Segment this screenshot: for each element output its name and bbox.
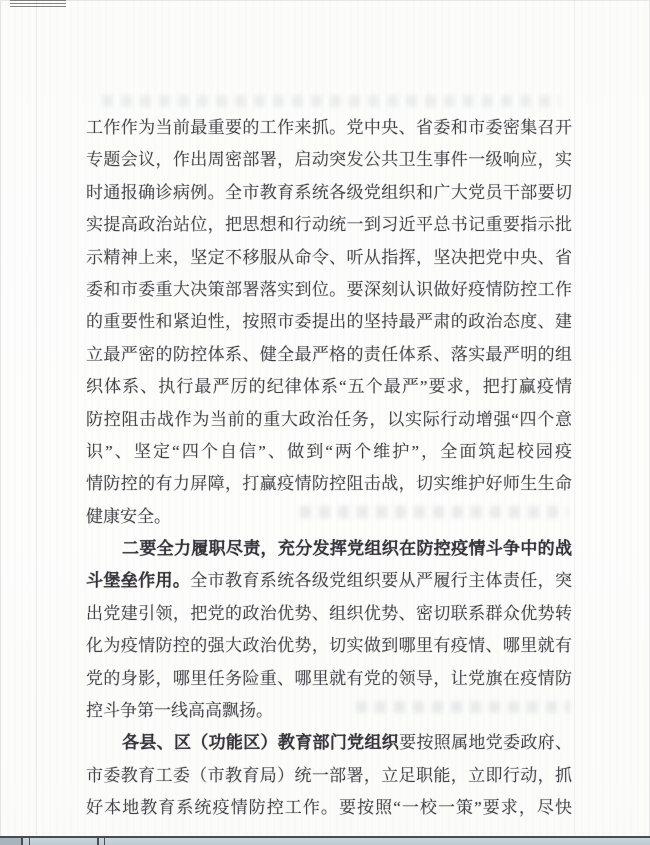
- text-segment: 实提高政治站位，把思想和行动统一到习近平总书记重要指示批: [86, 215, 572, 235]
- text-segment-bold: 二要全力履职尽责，充分发挥党组织在防控疫情斗争中的战: [122, 539, 572, 559]
- text-line: [86, 306, 572, 338]
- text-line: [86, 598, 572, 630]
- text-segment: 委和市委重大决策部署落实到位。要深刻认识做好疫情防控工作: [86, 279, 572, 299]
- text-line: [86, 533, 572, 565]
- text-line: [86, 112, 572, 144]
- text-line: [86, 177, 572, 209]
- text-segment: 示精神上来，坚定不移服从命令、听从指挥，坚决把党中央、省: [86, 247, 572, 267]
- scan-artifact-top-left: [10, 0, 66, 8]
- text-segment: 化为疫情防控的强大政治优势，切实做到哪里有疫情、哪里就有: [86, 636, 572, 656]
- text-line: [86, 274, 572, 306]
- text-segment: 要按照属地党委政府、: [399, 733, 572, 753]
- text-segment: 出党建引领，把党的政治优势、组织优势、密切联系群众优势转: [86, 603, 572, 623]
- text-segment: 好本地教育系统疫情防控工作。要按照“一校一策”要求，尽快: [86, 798, 572, 818]
- text-line: [86, 630, 572, 662]
- text-line: [86, 663, 572, 695]
- table-edge-divider: [97, 838, 99, 845]
- text-segment: 党的身影，哪里任务险重、哪里就有党的领导，让党旗在疫情防: [86, 668, 572, 688]
- text-line: [86, 339, 572, 371]
- scan-streak: [574, 0, 575, 835]
- table-edge-cell: [0, 838, 21, 845]
- text-line: [86, 242, 572, 274]
- text-segment: 识”、坚定“四个自信”、做到“两个维护”，全面筑起校园疫: [86, 441, 572, 461]
- text-segment: 全市教育系统各级党组织要从严履行主体责任，突: [190, 571, 572, 591]
- text-line: [86, 565, 572, 597]
- text-segment: 时通报确诊病例。全市教育系统各级党组织和广大党员干部要切: [86, 182, 572, 202]
- text-line: [86, 468, 572, 500]
- table-edge-divider: [29, 838, 30, 845]
- text-line: [86, 792, 572, 824]
- text-line: [86, 501, 572, 533]
- text-line: [86, 371, 572, 403]
- text-line: [86, 209, 572, 241]
- text-segment: 织体系、执行最严厉的纪律体系“五个最严”要求，把打赢疫情: [86, 377, 572, 397]
- text-segment: 防控阻击战作为当前的重大政治任务，以实际行动增强“四个意: [86, 409, 572, 429]
- scan-streak: [36, 0, 37, 835]
- text-segment: 的重要性和紧迫性，按照市委提出的坚持最严肃的政治态度、建: [86, 312, 572, 332]
- text-segment: 工作作为当前最重要的工作来抓。党中央、省委和市委密集召开: [86, 118, 572, 137]
- table-edge-divider: [21, 838, 23, 845]
- text-segment: 立最严密的防控体系、健全最严格的责任体系、落实最严明的组: [86, 344, 572, 364]
- text-line: [86, 436, 572, 468]
- text-line: [86, 727, 572, 759]
- text-segment: 市委教育工委（市教育局）统一部署，立足职能，立即行动，抓: [86, 765, 572, 785]
- text-segment: 情防控的有力屏障，打赢疫情防控阻击战，切实维护好师生生命: [86, 474, 572, 494]
- next-page-table-edge: [0, 836, 650, 845]
- bleed-through-text: [102, 95, 560, 107]
- text-line: [86, 695, 572, 727]
- text-segment: 控斗争第一线高高飘扬。: [86, 701, 273, 721]
- table-edge-divider: [104, 838, 105, 845]
- text-line: [86, 760, 572, 792]
- text-line: [86, 144, 572, 176]
- document-body: [86, 112, 572, 825]
- text-segment-bold: 各县、区（功能区）教育部门党组织: [122, 733, 400, 753]
- text-segment: 健康安全。: [86, 506, 171, 526]
- text-segment: 专题会议，作出周密部署，启动突发公共卫生事件一级响应，实: [86, 150, 572, 170]
- text-line: [86, 404, 572, 436]
- text-segment-bold: 斗堡垒作用。: [86, 571, 191, 591]
